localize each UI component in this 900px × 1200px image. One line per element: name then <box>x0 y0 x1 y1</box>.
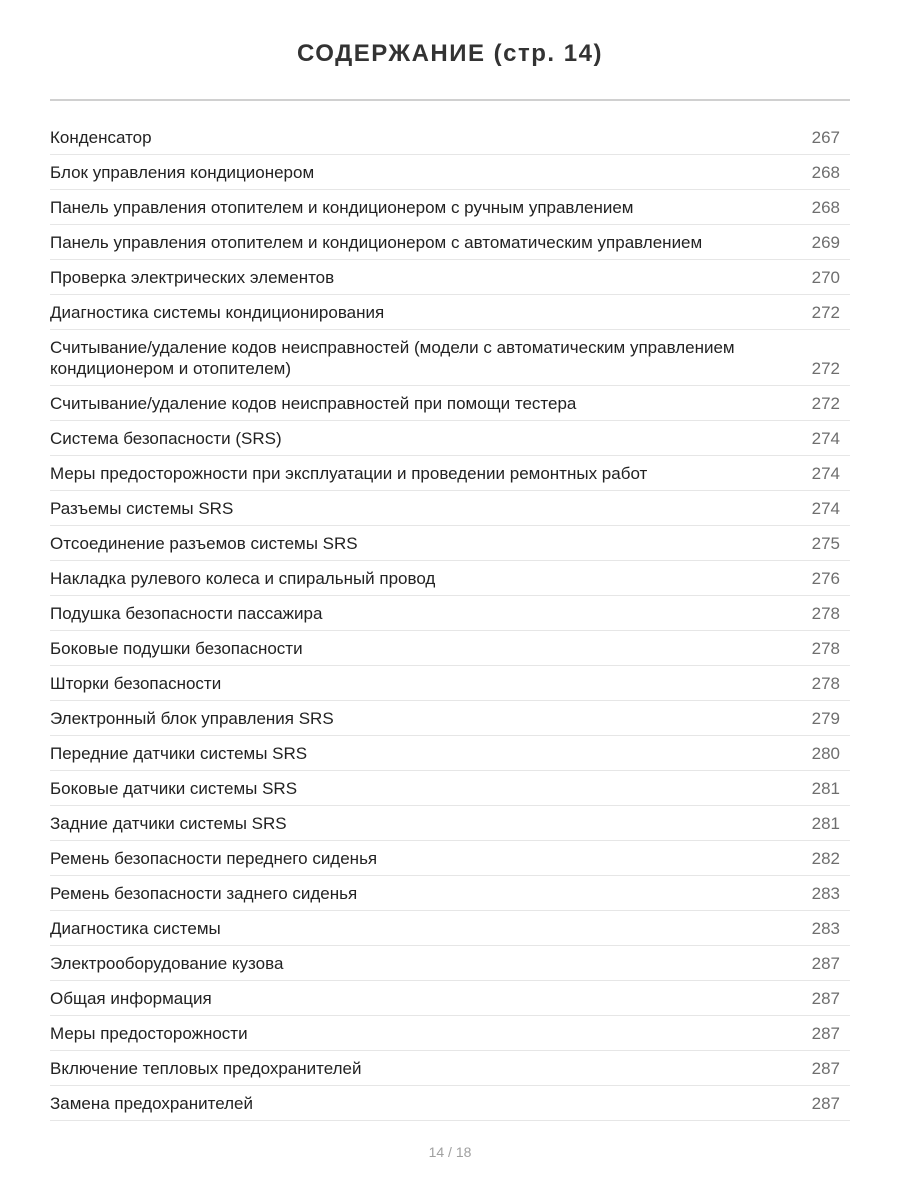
toc-entry-page-number: 278 <box>811 639 840 658</box>
toc-entry[interactable] <box>50 456 850 491</box>
toc-entry[interactable] <box>50 1016 850 1051</box>
toc-entry-page-number: 287 <box>811 1059 840 1078</box>
toc-entry[interactable] <box>50 806 850 841</box>
toc-entry-label: Передние датчики системы SRS <box>50 744 308 763</box>
toc-entry[interactable] <box>50 491 850 526</box>
toc-entry-page-number: 287 <box>811 954 840 973</box>
toc-entry-page-number: 276 <box>811 569 840 588</box>
toc-entry-label: Панель управления отопителем и кондиционером с автоматическим управлением <box>50 233 703 252</box>
toc-entry-label: Конденсатор <box>50 128 152 147</box>
toc-entry-page-number: 275 <box>811 534 840 553</box>
toc-entry[interactable] <box>50 1051 850 1086</box>
title-divider <box>50 99 850 101</box>
toc-entry-page-number: 283 <box>811 884 840 903</box>
toc-entry-label: Электрооборудование кузова <box>50 954 284 973</box>
toc-entry-page-number: 270 <box>811 268 840 287</box>
toc-entry-label: Система безопасности (SRS) <box>50 429 282 448</box>
toc-entry[interactable] <box>50 260 850 295</box>
toc-entry-label: Проверка электрических элементов <box>50 268 335 287</box>
toc-entry-label: Замена предохранителей <box>50 1094 254 1113</box>
toc-entry-label: Диагностика системы кондиционирования <box>50 303 385 322</box>
toc-entry-label: Ремень безопасности переднего сиденья <box>50 849 378 868</box>
page-pagination: 14 / 18 <box>428 1144 472 1160</box>
toc-entry-page-number: 278 <box>811 674 840 693</box>
toc-entry-page-number: 274 <box>811 499 840 518</box>
toc-entry-page-number: 272 <box>811 359 840 378</box>
toc-entry-page-number: 287 <box>811 1024 840 1043</box>
toc-entry-label: Боковые подушки безопасности <box>50 639 303 658</box>
toc-entry[interactable] <box>50 386 850 421</box>
toc-entry[interactable] <box>50 330 850 386</box>
toc-entry-page-number: 282 <box>811 849 840 868</box>
toc-entry-label: Боковые датчики системы SRS <box>50 779 298 798</box>
toc-entry[interactable] <box>50 771 850 806</box>
toc-entry[interactable] <box>50 421 850 456</box>
toc-entry[interactable] <box>50 596 850 631</box>
toc-entry-page-number: 283 <box>811 919 840 938</box>
toc-list <box>50 120 850 1121</box>
toc-entry-label: Накладка рулевого колеса и спиральный провод <box>50 569 436 588</box>
page-title: СОДЕРЖАНИЕ (стр. 14) <box>297 40 603 67</box>
toc-entry[interactable] <box>50 631 850 666</box>
toc-entry-page-number: 268 <box>811 163 840 182</box>
toc-entry-label: Панель управления отопителем и кондиционером с ручным управлением <box>50 198 634 217</box>
toc-entry[interactable] <box>50 1086 850 1121</box>
toc-entry-label: Шторки безопасности <box>50 674 222 693</box>
toc-entry-page-number: 281 <box>811 779 840 798</box>
toc-entry[interactable] <box>50 701 850 736</box>
toc-entry[interactable] <box>50 666 850 701</box>
toc-entry-label: Включение тепловых предохранителей <box>50 1059 362 1078</box>
toc-entry-page-number: 267 <box>811 128 840 147</box>
toc-entry-label: Разъемы системы SRS <box>50 499 234 518</box>
toc-entry-label: Диагностика системы <box>50 919 221 938</box>
toc-entry[interactable] <box>50 876 850 911</box>
toc-entry-page-number: 274 <box>811 464 840 483</box>
toc-entry[interactable] <box>50 946 850 981</box>
toc-entry[interactable] <box>50 526 850 561</box>
toc-entry-label: Подушка безопасности пассажира <box>50 604 323 623</box>
toc-entry[interactable] <box>50 295 850 330</box>
toc-entry[interactable] <box>50 155 850 190</box>
toc-entry-page-number: 272 <box>811 394 840 413</box>
toc-entry-page-number: 279 <box>811 709 840 728</box>
toc-entry[interactable] <box>50 190 850 225</box>
toc-entry-label: Блок управления кондиционером <box>50 163 315 182</box>
toc-entry[interactable] <box>50 841 850 876</box>
toc-entry-label: Считывание/удаление кодов неисправностей (модели с автоматическим управлением кондиционером и отопителем) <box>50 338 735 378</box>
toc-entry-page-number: 269 <box>811 233 840 252</box>
toc-entry-label: Отсоединение разъемов системы SRS <box>50 534 358 553</box>
toc-entry[interactable] <box>50 911 850 946</box>
toc-entry-page-number: 274 <box>811 429 840 448</box>
toc-entry-page-number: 278 <box>811 604 840 623</box>
toc-entry-label: Меры предосторожности <box>50 1024 248 1043</box>
toc-entry-label: Общая информация <box>50 989 212 1008</box>
toc-entry-page-number: 280 <box>811 744 840 763</box>
toc-entry-label: Задние датчики системы SRS <box>50 814 287 833</box>
toc-entry[interactable] <box>50 225 850 260</box>
toc-entry-label: Меры предосторожности при эксплуатации и проведении ремонтных работ <box>50 464 648 483</box>
toc-entry-label: Электронный блок управления SRS <box>50 709 334 728</box>
toc-entry[interactable] <box>50 981 850 1016</box>
toc-entry-label: Ремень безопасности заднего сиденья <box>50 884 358 903</box>
toc-entry[interactable] <box>50 120 850 155</box>
toc-entry-page-number: 272 <box>811 303 840 322</box>
toc-entry-page-number: 268 <box>811 198 840 217</box>
toc-entry-page-number: 287 <box>811 1094 840 1113</box>
toc-entry-label: Считывание/удаление кодов неисправностей при помощи тестера <box>50 394 577 413</box>
toc-entry[interactable] <box>50 736 850 771</box>
toc-entry-page-number: 287 <box>811 989 840 1008</box>
toc-entry-page-number: 281 <box>811 814 840 833</box>
toc-entry[interactable] <box>50 561 850 596</box>
